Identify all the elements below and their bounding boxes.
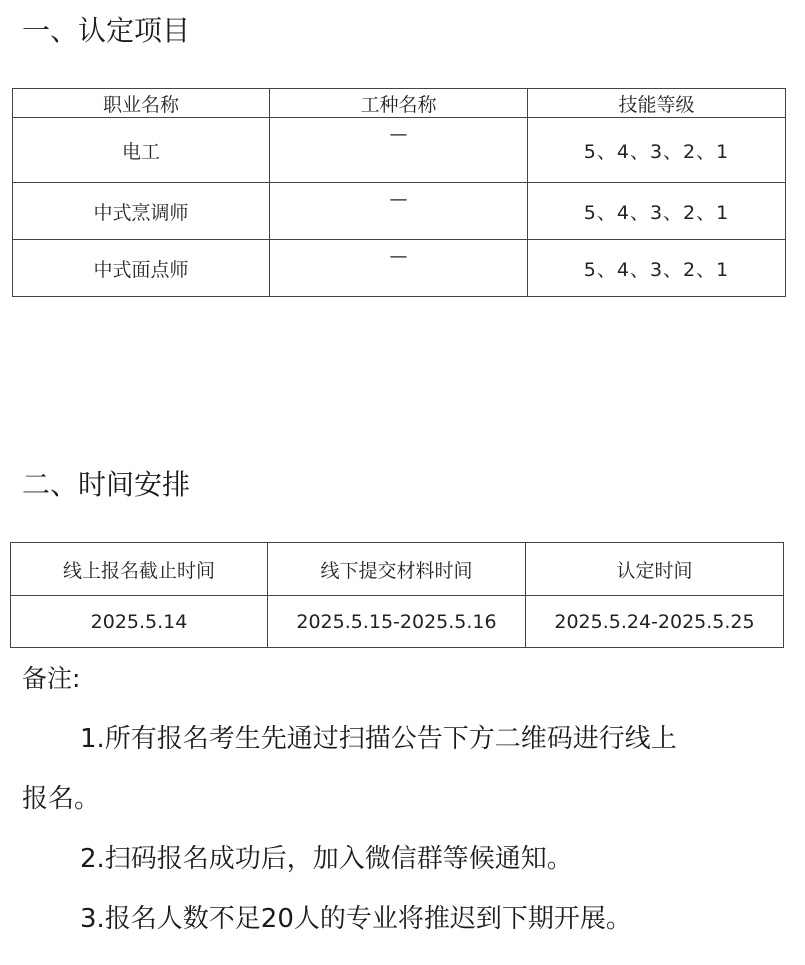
offline-submission-value: 2025.5.15-2025.5.16	[268, 596, 526, 648]
table-row	[13, 240, 786, 297]
schedule-table	[10, 542, 784, 648]
column-header-work-type: 工种名称	[270, 89, 528, 118]
notes-title: 备注:	[22, 664, 81, 693]
column-header-offline-submission: 线下提交材料时间	[268, 543, 526, 596]
note-item-1-line-1: 1.所有报名考生先通过扫描公告下方二维码进行线上	[80, 724, 677, 754]
skill-levels-cell: 5、4、3、2、1	[528, 240, 786, 297]
section-heading-certification-items: 一、认定项目	[22, 14, 191, 47]
work-type-cell	[270, 183, 528, 240]
table-header-row	[11, 543, 784, 596]
work-type-value: —	[389, 246, 408, 267]
column-header-online-deadline: 线上报名截止时间	[11, 543, 268, 596]
column-header-occupation: 职业名称	[13, 89, 270, 118]
occupation-cell: 中式面点师	[13, 240, 270, 297]
work-type-cell	[270, 118, 528, 183]
table-row	[13, 183, 786, 240]
skill-levels-cell: 5、4、3、2、1	[528, 118, 786, 183]
note-item-3: 3.报名人数不足20人的专业将推迟到下期开展。	[80, 904, 632, 934]
note-item-2: 2.扫码报名成功后，加入微信群等候通知。	[80, 844, 573, 874]
note-item-1-line-2: 报名。	[22, 784, 101, 814]
occupation-cell: 中式烹调师	[13, 183, 270, 240]
column-header-skill-level: 技能等级	[528, 89, 786, 118]
certification-time-value: 2025.5.24-2025.5.25	[526, 596, 784, 648]
section-heading-schedule: 二、时间安排	[22, 468, 191, 501]
table-row	[13, 118, 786, 183]
table-header-row	[13, 89, 786, 118]
work-type-value: —	[389, 189, 408, 210]
occupation-cell: 电工	[13, 118, 270, 183]
online-deadline-value: 2025.5.14	[11, 596, 268, 648]
certification-items-table	[12, 88, 786, 297]
work-type-cell	[270, 240, 528, 297]
skill-levels-cell: 5、4、3、2、1	[528, 183, 786, 240]
work-type-value: —	[389, 124, 408, 145]
column-header-certification-time: 认定时间	[526, 543, 784, 596]
table-row	[11, 596, 784, 648]
